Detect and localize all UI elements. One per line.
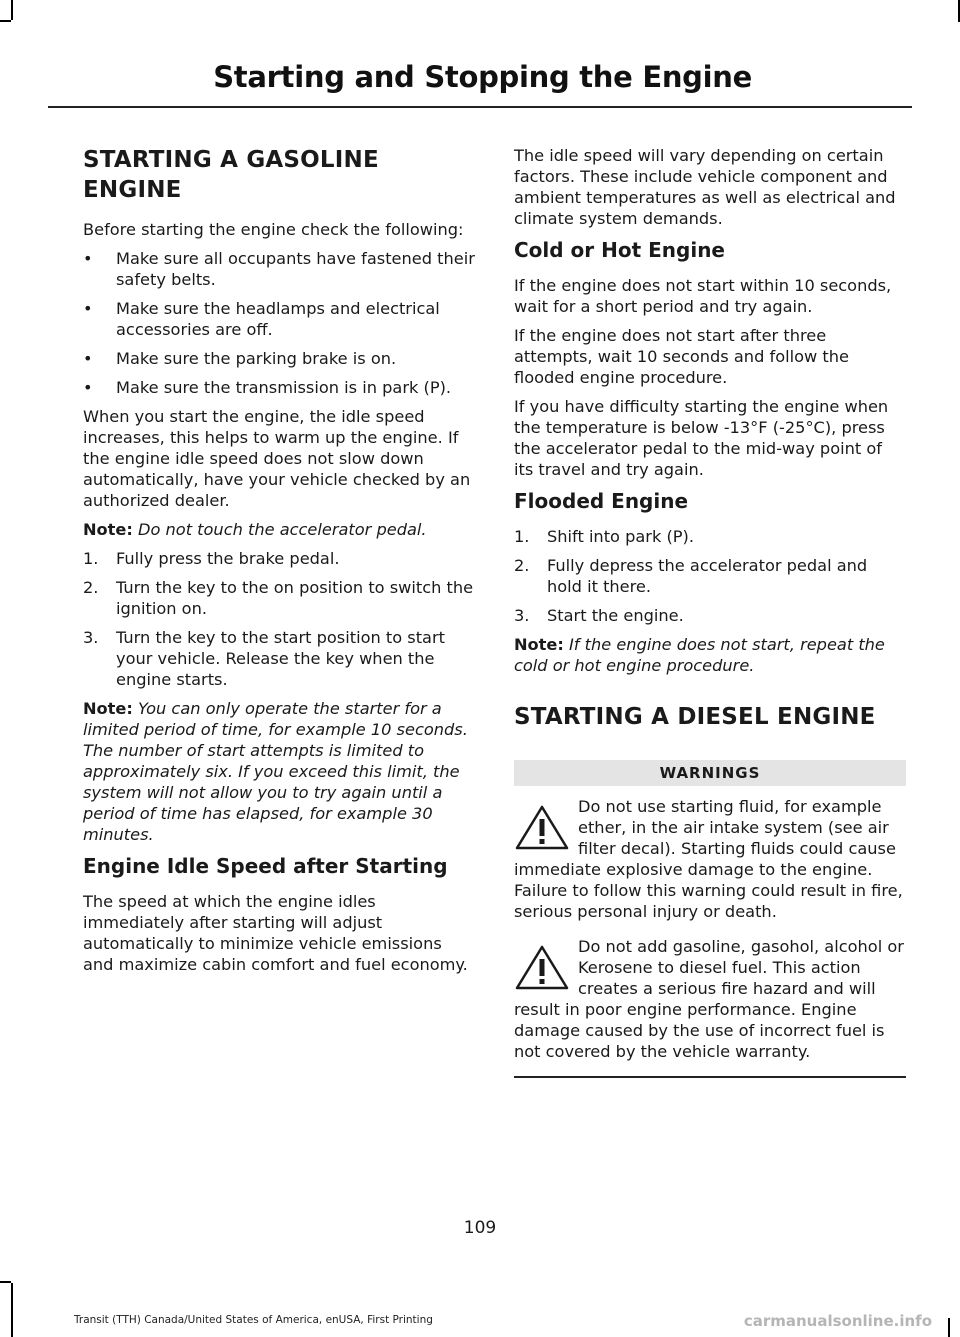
step-item: 3. Turn the key to the start position to start your vehicle. Release the key when the engine starts.	[83, 628, 445, 689]
intro-text: Before starting the engine check the following:	[83, 220, 464, 239]
page-header-title: Starting and Stopping the Engine	[213, 60, 752, 94]
page-number: 109	[463, 1218, 497, 1238]
cold-hot-paragraph: If the engine does not start within 10 seconds, wait for a short period and try again.	[514, 276, 892, 316]
start-steps	[83, 548, 475, 690]
warnings-divider	[514, 1076, 906, 1078]
checklist	[83, 248, 475, 398]
idle-vary-paragraph: The idle speed will vary depending on certain factors. These include vehicle component and ambient temperatures as well as electrical and climate system demands.	[514, 146, 896, 228]
step-number: 2.	[83, 578, 99, 597]
left-column	[83, 145, 475, 983]
watermark: carmanualsonline.info	[743, 1312, 932, 1330]
note-label: Note:	[514, 635, 564, 654]
section-heading-diesel: STARTING A DIESEL ENGINE	[514, 704, 876, 730]
crop-mark	[11, 0, 13, 20]
list-item: • Make sure the headlamps and electrical accessories are off.	[83, 299, 440, 339]
idle-speed-text: The speed at which the engine idles immediately after starting will adjust automatically to minimize vehicle emissions and maximize cabin comfort and fuel economy.	[83, 892, 468, 974]
section-heading-gasoline: STARTING A GASOLINE ENGINE	[83, 147, 379, 203]
warning-triangle-icon	[514, 944, 570, 992]
warning-text: Do not use starting fluid, for example ether, in the air intake system (see air filter decal). Starting fluids could cause immediate explosive damage to the engine. Failure to follow this warning could result in fire, serious personal injury or death.	[514, 797, 903, 921]
section-heading-idle-speed: Engine Idle Speed after Starting	[83, 854, 448, 878]
idle-speed-paragraph: When you start the engine, the idle speed increases, this helps to warm up the engine. If the engine idle speed does not slow down automatically, have your vehicle checked by an authorized dealer.	[83, 407, 471, 510]
note: Note: If the engine does not start, repeat the cold or hot engine procedure.	[514, 635, 885, 675]
warning-block	[514, 796, 906, 922]
publication-info: Transit (TTH) Canada/United States of America, enUSA, First Printing	[74, 1314, 433, 1326]
note-label: Note:	[83, 699, 133, 718]
note-label: Note:	[83, 520, 133, 539]
list-item: • Make sure the parking brake is on.	[83, 349, 397, 368]
step-number: 2.	[514, 556, 530, 575]
section-heading-flooded: Flooded Engine	[514, 489, 689, 513]
bullet-mark: •	[83, 378, 93, 397]
warnings-header: WARNINGS	[514, 760, 906, 786]
flooded-steps	[514, 526, 906, 626]
bullet-mark: •	[83, 349, 93, 368]
step-item: 2. Turn the key to the on position to switch the ignition on.	[83, 578, 474, 618]
bullet-mark: •	[83, 249, 93, 268]
step-number: 3.	[514, 606, 530, 625]
crop-mark	[11, 1283, 13, 1337]
crop-mark	[0, 20, 11, 22]
list-item: • Make sure all occupants have fastened their safety belts.	[83, 249, 475, 289]
warning-block	[514, 936, 906, 1062]
list-item: • Make sure the transmission is in park (P).	[83, 378, 452, 397]
section-heading-cold-hot: Cold or Hot Engine	[514, 238, 725, 262]
header-divider	[48, 106, 912, 108]
note: Note: Do not touch the accelerator pedal.	[83, 520, 427, 539]
cold-hot-paragraph: If the engine does not start after three attempts, wait 10 seconds and follow the flooded engine procedure.	[514, 326, 849, 387]
step-number: 3.	[83, 628, 99, 647]
step-item: 1. Fully press the brake pedal.	[83, 549, 340, 568]
step-number: 1.	[83, 549, 99, 568]
warning-text: Do not add gasoline, gasohol, alcohol or Kerosene to diesel fuel. This action creates a serious fire hazard and will result in poor engine performance. Engine damage caused by the use of incorrect fuel is not covered by the vehicle warranty.	[514, 937, 904, 1061]
crop-mark	[948, 1318, 950, 1337]
step-item: 3. Start the engine.	[514, 606, 684, 625]
right-column	[514, 145, 906, 1078]
step-item: 1. Shift into park (P).	[514, 527, 694, 546]
warning-triangle-icon	[514, 804, 570, 852]
step-number: 1.	[514, 527, 530, 546]
note: Note: You can only operate the starter for a limited period of time, for example 10 seconds. The number of start attempts is limited to approximately six. If you exceed this limit, the system will not allow you to try again until a period of time has elapsed, for example 30 minutes.	[83, 699, 468, 844]
bullet-mark: •	[83, 299, 93, 318]
step-item: 2. Fully depress the accelerator pedal and hold it there.	[514, 556, 868, 596]
cold-hot-paragraph: If you have difficulty starting the engine when the temperature is below -13°F (-25°C), press the accelerator pedal to the mid-way point of its travel and try again.	[514, 397, 889, 479]
crop-mark	[0, 1281, 11, 1283]
